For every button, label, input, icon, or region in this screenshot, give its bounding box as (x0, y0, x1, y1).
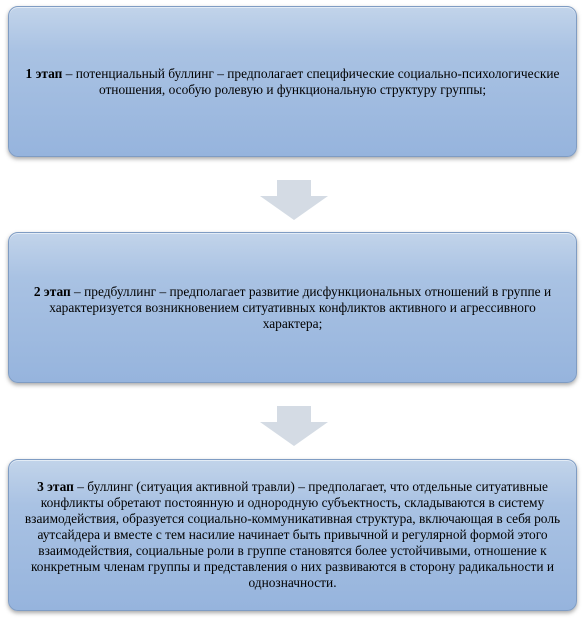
down-arrow-icon (260, 180, 328, 220)
stage-2-box (8, 232, 577, 383)
stage-3-label: 3 этап (37, 479, 74, 494)
stage-1-box (8, 6, 577, 157)
stage-3-box (8, 459, 577, 611)
stage-1-description: – потенциальный буллинг – предполагает специфические социально-психологические отношения, особую ролевую и функциональную структуру группы; (62, 65, 560, 97)
stage-2-label: 2 этап (33, 283, 71, 299)
down-arrow-icon (260, 406, 328, 446)
stage-1-text (23, 66, 562, 98)
stage-2-text (23, 284, 562, 332)
stage-3-description: – буллинг (ситуация активной травли) – предполагает, что отдельные ситуативные конфликты обретают постоянную и однородную субъектность, складываются в систему взаимодействия, образуется социально-коммуникативная структура, включающая в себя роль аутсайдера и вместе с тем насилие начинает быть привычной и регулярной формой этого взаимодействия, социальные роли в группе становятся более устойчивыми, отношение к конкретным членам группы и представления о них развиваются в сторону радикальности и однозначности. (24, 479, 561, 590)
stage-2-description: – предбуллинг – предполагает развитие дисфункциональных отношений в группе и характеризуется возникновением ситуативных конфликтов активного и агрессивного характера; (49, 283, 552, 331)
stage-3-text (23, 479, 562, 591)
stage-1-label: 1 этап (25, 65, 63, 81)
